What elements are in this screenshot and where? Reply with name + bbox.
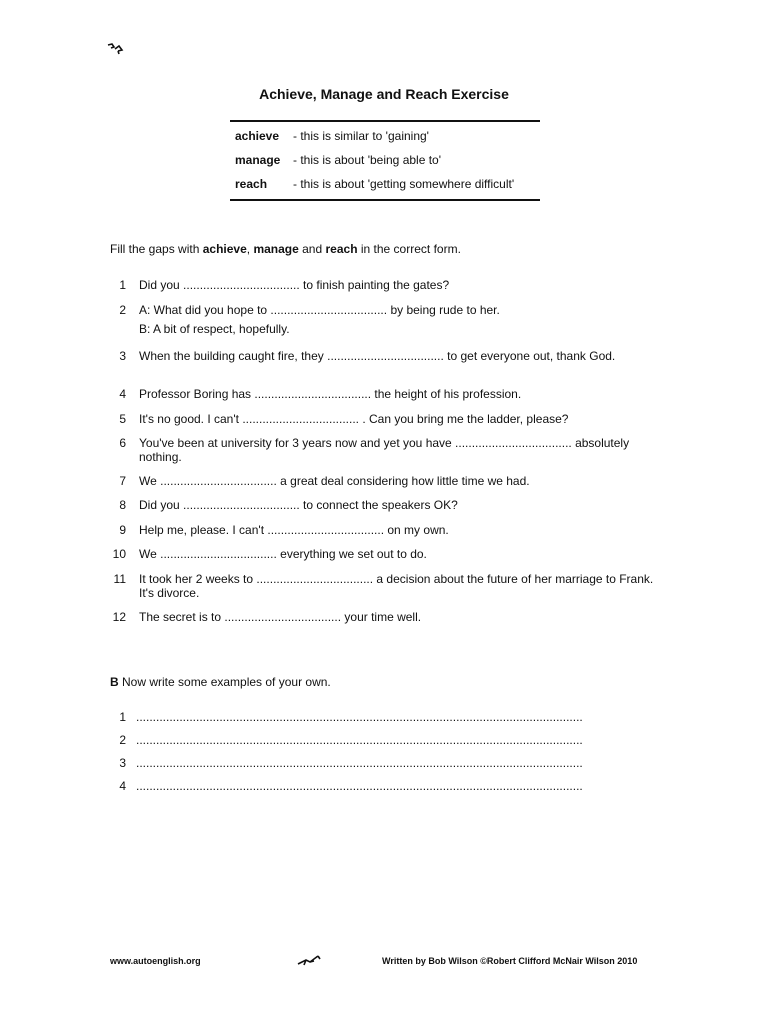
- question-number: 2: [119, 303, 126, 317]
- definition-word: reach: [235, 177, 268, 191]
- example-blank: ......................................................................................................................................: [136, 710, 583, 724]
- question-item: [108, 436, 668, 464]
- footer-website: www.autoenglish.org: [110, 956, 201, 966]
- definition-text: - this is about 'being able to': [293, 153, 442, 167]
- definition-text: - this is about 'getting somewhere difficult': [293, 177, 515, 191]
- section-b-heading: [110, 675, 331, 689]
- definition-word: achieve: [235, 129, 280, 143]
- footer-credit: Written by Bob Wilson ©Robert Clifford McNair Wilson 2010: [382, 956, 638, 966]
- question-item: [108, 278, 668, 292]
- example-blank: ......................................................................................................................................: [136, 733, 583, 747]
- question-item: [108, 498, 668, 512]
- definition-row: [230, 172, 540, 196]
- question-number: 9: [119, 523, 126, 537]
- instruction-text: Fill the gaps with: [110, 242, 203, 256]
- definition-word: manage: [235, 153, 281, 167]
- example-blank: ......................................................................................................................................: [136, 756, 583, 770]
- question-item: [108, 572, 668, 600]
- question-text: A: What did you hope to ................................... by being rude to her.: [139, 303, 500, 317]
- question-item: [108, 547, 668, 561]
- question-text: Did you ................................... to connect the speakers OK?: [139, 498, 458, 512]
- bird-logo-icon: [296, 952, 322, 968]
- instruction-text: ,: [246, 242, 254, 256]
- question-text: We ................................... everything we set out to do.: [139, 547, 427, 561]
- page-title: Achieve, Manage and Reach Exercise: [259, 86, 509, 102]
- question-item: [108, 303, 668, 336]
- instruction-keyword: reach: [325, 242, 358, 256]
- question-number: 7: [119, 474, 126, 488]
- question-text: Professor Boring has ................................... the height of his profession.: [139, 387, 522, 401]
- question-text: When the building caught fire, they ................................... to get everyone out, thank God.: [139, 349, 616, 363]
- question-item: [108, 474, 668, 488]
- example-number: 3: [119, 756, 126, 770]
- example-line: [108, 733, 588, 747]
- definitions-table: [230, 120, 540, 201]
- example-blank: ......................................................................................................................................: [136, 779, 583, 793]
- question-item: [108, 349, 668, 363]
- question-item: [108, 610, 668, 624]
- definition-row: [230, 124, 540, 148]
- question-number: 8: [119, 498, 126, 512]
- question-number: 6: [119, 436, 126, 450]
- section-b-text: Now write some examples of your own.: [118, 675, 331, 689]
- question-text: We ................................... a great deal considering how little time we had.: [139, 474, 530, 488]
- question-text: It took her 2 weeks to ................................... a decision about the future of her marriage to Frank. It's divorce.: [139, 572, 654, 600]
- question-text: Did you ................................... to finish painting the gates?: [139, 278, 450, 292]
- instruction-text: and: [298, 242, 326, 256]
- question-text: It's no good. I can't ................................... . Can you bring me the ladder, please?: [139, 412, 569, 426]
- question-number: 12: [112, 610, 126, 624]
- example-number: 1: [119, 710, 126, 724]
- definition-row: [230, 148, 540, 172]
- example-line: [108, 710, 588, 724]
- bird-logo-icon: [106, 42, 128, 56]
- example-line: [108, 756, 588, 770]
- question-text: Help me, please. I can't ................................... on my own.: [139, 523, 449, 537]
- instruction-text: in the correct form.: [357, 242, 461, 256]
- instruction-keyword: manage: [253, 242, 299, 256]
- instructions: [110, 242, 461, 256]
- example-number: 4: [119, 779, 126, 793]
- question-answer-text: B: A bit of respect, hopefully.: [139, 322, 290, 336]
- question-text: You've been at university for 3 years now and yet you have ................................... absolutely nothing.: [139, 436, 630, 464]
- question-number: 5: [119, 412, 126, 426]
- question-number: 1: [119, 278, 126, 292]
- question-text: The secret is to ................................... your time well.: [139, 610, 422, 624]
- question-item: [108, 387, 668, 401]
- question-item: [108, 412, 668, 426]
- question-number: 11: [113, 572, 126, 586]
- definition-text: - this is similar to 'gaining': [293, 129, 429, 143]
- instruction-keyword: achieve: [202, 242, 247, 256]
- question-number: 4: [119, 387, 126, 401]
- question-number: 10: [112, 547, 126, 561]
- question-item: [108, 523, 668, 537]
- example-line: [108, 779, 588, 793]
- example-number: 2: [119, 733, 126, 747]
- question-number: 3: [119, 349, 126, 363]
- section-b-label: B: [110, 675, 119, 689]
